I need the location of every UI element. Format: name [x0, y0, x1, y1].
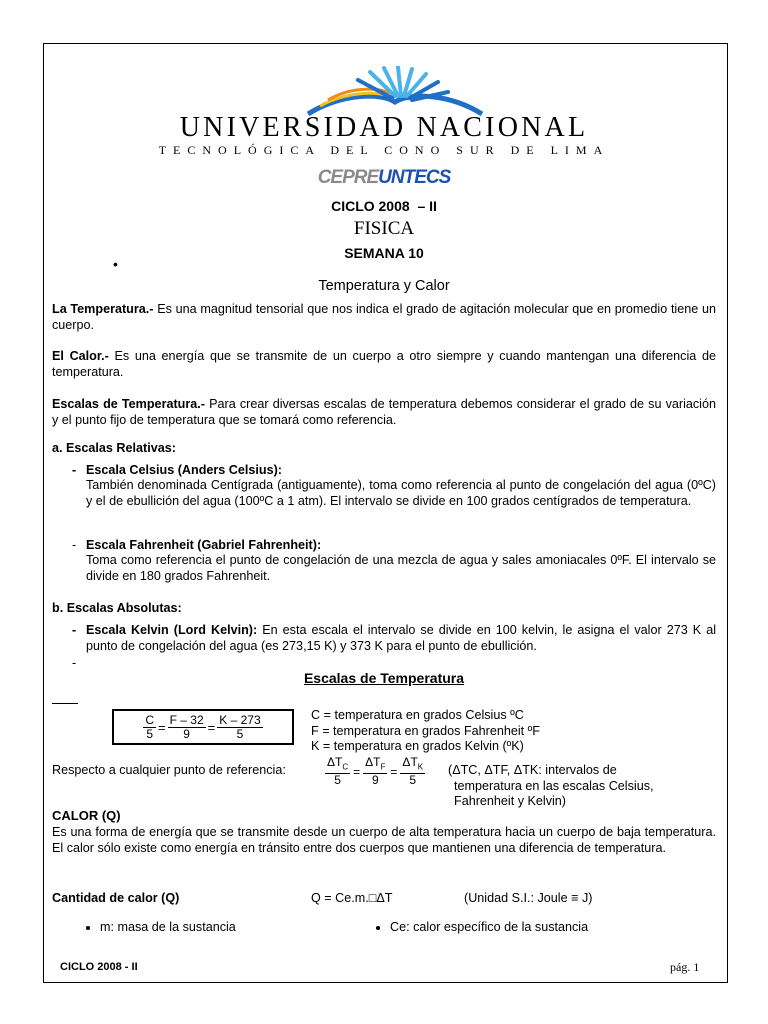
equals-1: =	[158, 719, 166, 735]
celsius-text: También denominada Centígrada (antiguamente), toma como referencia al punto de congelación del agua (0ºC) y el de ebullición del agua (100ºC a 1 atm). El intervalo se divide en 100 grados centígrados de temperatura.	[86, 478, 716, 508]
equals-4: =	[390, 764, 398, 779]
temperature-text: Es una magnitud tensorial que nos indica el grado de agitación molecular que en promedio tiene un cuerpo.	[52, 302, 716, 332]
formula-legend	[311, 708, 540, 755]
legend-celsius: C = temperatura en grados Celsius ºC	[311, 708, 524, 722]
university-name: UNIVERSIDAD NACIONAL	[179, 112, 589, 143]
fraction-dtk: $\frac{\Delta T_K}{5}$	[402, 755, 424, 788]
kelvin-dash: -	[72, 623, 77, 637]
heat-definition	[52, 349, 716, 380]
heat-label: El Calor.-	[52, 349, 109, 363]
fraction-dtc: $\frac{\Delta T_C}{5}$	[327, 755, 349, 788]
heat-unit: (Unidad S.I.: Joule ≡ J)	[464, 891, 593, 905]
cycle-title: CICLO 2008 – II	[331, 198, 437, 214]
celsius-title: Escala Celsius (Anders Celsius):	[86, 463, 282, 477]
legend-fahrenheit: F = temperatura en grados Fahrenheit ºF	[311, 723, 540, 738]
page-number: pág. 1	[670, 960, 700, 974]
bullet-icon	[86, 926, 90, 930]
fahrenheit-dash: -	[72, 538, 77, 552]
heat-text: Es una forma de energía que se transmite desde un cuerpo de alta temperatura hacia un cuerpo de baja temperatura. El calor sólo existe como energía en tránsito entre dos cuerpos que mantienen una diferencia de temperatura.	[52, 825, 716, 855]
short-rule	[52, 703, 78, 704]
legend-kelvin: K = temperatura en grados Kelvin (ºK)	[311, 739, 524, 753]
fahrenheit-title: Escala Fahrenheit (Gabriel Fahrenheit):	[86, 538, 322, 552]
conversion-formula-box	[112, 709, 294, 745]
bullet-specific-heat-text: Ce: calor específico de la sustancia	[390, 920, 589, 934]
subject-title: FISICA	[353, 218, 415, 239]
untecs-text: UNTECS	[378, 167, 451, 188]
bullet-icon	[376, 926, 380, 930]
heat-heading: CALOR (Q)	[52, 808, 121, 823]
footer-cycle: CICLO 2008 - II	[60, 961, 138, 973]
interval-note: (ΔTC, ΔTF, ΔTK: intervalos de temperatura en las escalas Celsius, Fahrenheit y Kelvin)	[448, 763, 654, 808]
stray-bullet: •	[113, 256, 118, 272]
university-logo	[300, 66, 490, 118]
celsius-dash: -	[72, 463, 77, 477]
kelvin-paragraph	[86, 623, 716, 654]
temperature-definition	[52, 302, 716, 333]
stray-dash: -	[72, 656, 77, 670]
week-title: SEMANA 10	[344, 245, 424, 261]
absolute-scales-heading: b. Escalas Absolutas:	[52, 601, 182, 615]
kelvin-title: Escala Kelvin (Lord Kelvin):	[86, 623, 258, 637]
fraction-f: $\frac{F - 32}{9}$	[169, 712, 204, 741]
bullet-mass-text: m: masa de la sustancia	[100, 920, 236, 934]
temperature-label: La Temperatura.-	[52, 302, 154, 316]
scales-section-title: Escalas de Temperatura	[303, 670, 465, 686]
kelvin-text: En esta escala el intervalo se divide en 100 kelvin, le asigna el valor 273 K al punto de congelación del agua (es 273,15 K) y 373 K para el punto de ebullición.	[86, 623, 716, 653]
fraction-k: $\frac{K - 273}{5}$	[219, 712, 261, 741]
scales-definition	[52, 397, 716, 428]
relative-scales-heading: a. Escalas Relativas:	[52, 441, 176, 455]
scales-text: Para crear diversas escalas de temperatura debemos considerar el grado de su variación y el punto fijo de temperatura que se tomará como referencia.	[52, 397, 716, 427]
topic-title: Temperatura y Calor	[318, 278, 450, 294]
fraction-c: $\frac{C}{5}$	[145, 712, 155, 741]
heat-text: Es una energía que se transmite de un cuerpo a otro siempre y cuando mantengan una diferencia de temperatura.	[52, 349, 716, 379]
interval-equation	[325, 756, 425, 787]
fraction-dtf: $\frac{\Delta T_F}{9}$	[365, 755, 386, 788]
bullet-specific-heat	[376, 920, 588, 934]
heat-quantity-formula: Q = Ce.m.□ΔT	[311, 891, 393, 905]
heat-quantity-label: Cantidad de calor (Q)	[52, 891, 180, 905]
cepre-text: CEPRE	[317, 167, 379, 188]
equals-2: =	[207, 719, 216, 735]
cepre-logo	[0, 167, 768, 189]
bullet-mass	[86, 920, 236, 934]
fahrenheit-text: Toma como referencia el punto de congelación de una mezcla de agua y sales amoniacales 0ºF. El intervalo se divide en 180 grados Fahrenheit.	[86, 553, 716, 583]
equals-3: =	[353, 764, 361, 779]
university-subtitle: TECNOLÓGICA DEL CONO SUR DE LIMA	[158, 143, 610, 157]
scales-label: Escalas de Temperatura.-	[52, 397, 205, 411]
reference-intro: Respecto a cualquier punto de referencia:	[52, 763, 286, 777]
